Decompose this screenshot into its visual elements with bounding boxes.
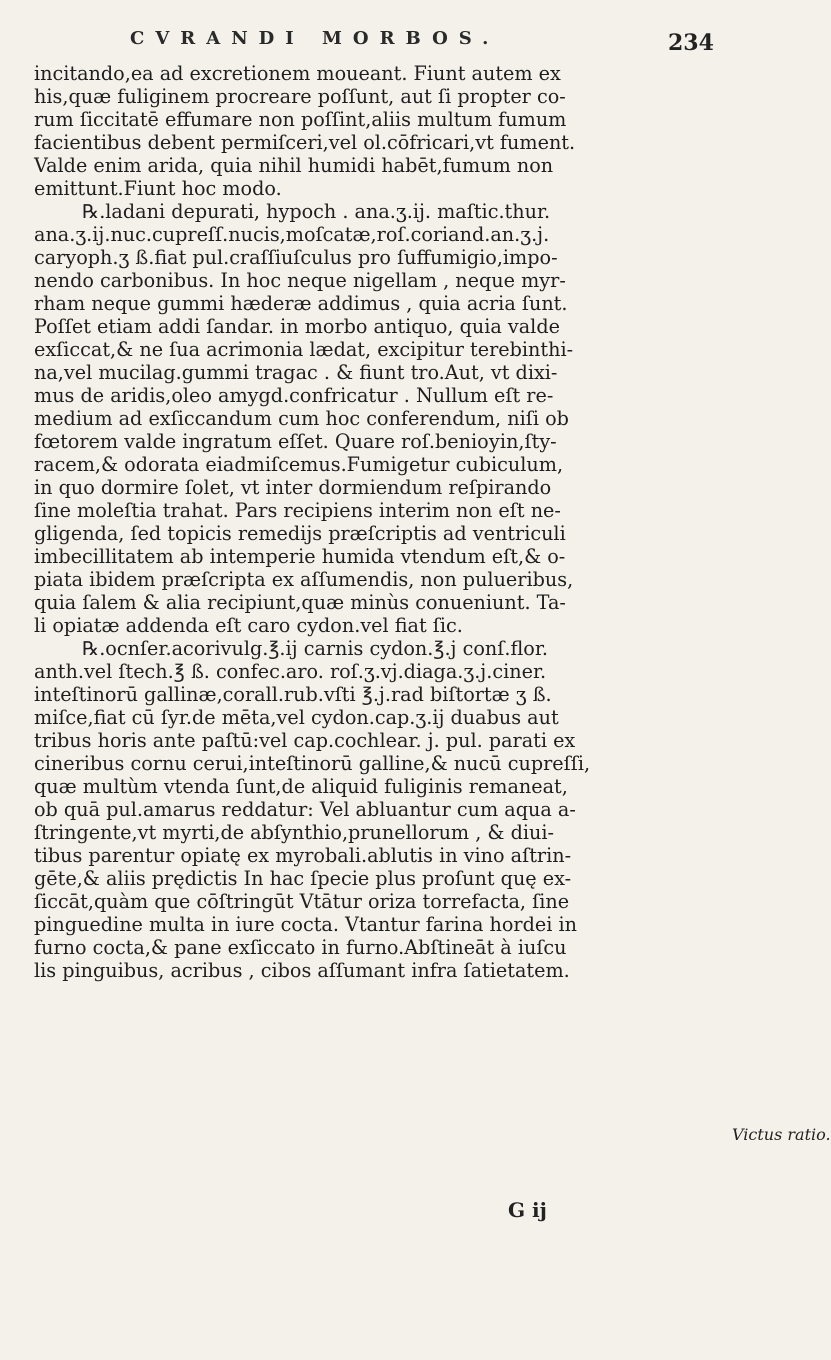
text-line: inteſtinorū gallinæ,corall.rub.vſti ℥.j.rad biſtortæ ʒ ß.	[34, 683, 552, 706]
page-number: 234	[668, 30, 714, 56]
text-line: ſtringente,vt myrti,de abſynthio,prunellorum , & diui-	[34, 821, 555, 844]
body-text	[34, 62, 724, 982]
text-line: facientibus debent permiſceri,vel ol.cōfricari,vt fument.	[34, 131, 576, 154]
text-line: quæ multùm vtenda ſunt,de aliquid fuliginis remaneat,	[34, 775, 568, 798]
recipe-line: ℞.ladani depurati, hypoch . ana.ʒ.ij. maſtic.thur.	[82, 200, 551, 223]
text-line: fœtorem valde ingratum eſſet. Quare roſ.benioуin,ſty-	[34, 430, 557, 453]
text-line: quia ſalem & alia recipiunt,quæ minùs conueniunt. Ta-	[34, 591, 566, 614]
text-line: na,vel mucilag.gummi tragac . & fiunt tro.Aut, vt dixi-	[34, 361, 558, 384]
text-line: ſine moleſtia trahat. Pars recipiens interim non eſt ne-	[34, 499, 561, 522]
running-title: CVRANDI MORBOS.	[130, 28, 500, 49]
page-header	[0, 24, 800, 64]
text-line: caryoph.ʒ ß.fiat pul.craſſiuſculus pro ſuffumigio,impo-	[34, 246, 558, 269]
text-line: ſiccāt,quàm que cōſtringūt Vtātur oriza torrefacta, ſine	[34, 890, 570, 913]
text-line: mus de aridis,oleo amygd.confricatur . Nullum eſt re-	[34, 384, 554, 407]
text-line: furno cocta,& pane exſiccato in furno.Abſtineāt à iuſcu	[34, 936, 567, 959]
recipe-line: ℞.ocnſer.acorivulg.℥.ij carnis cydon.℥.j conſ.flor.	[82, 637, 548, 660]
text-line: emittunt.Fiunt hoc modo.	[34, 177, 282, 200]
text-line: cineribus cornu cerui,inteſtinorū galline,& nucū cupreſſi,	[34, 752, 591, 775]
text-line: gligenda, ſed topicis remedijs præſcriptis ad ventriculi	[34, 522, 566, 545]
text-line: miſce,fiat cū ſyr.de mēta,vel cydon.cap.ʒ.ij duabus aut	[34, 706, 559, 729]
text-line: Poſſet etiam addi ſandar. in morbo antiquo, quia valde	[34, 315, 560, 338]
text-line: in quo dormire ſolet, vt inter dormiendum reſpirando	[34, 476, 552, 499]
text-line: rum ſiccitatē effumare non poſſint,aliis multum fumum	[34, 108, 567, 131]
text-line: lis pinguibus, acribus , cibos aſſumant infra ſatietatem.	[34, 959, 570, 982]
text-line: rham neque gummi hæderæ addimus , quia acria ſunt.	[34, 292, 568, 315]
text-line: tibus parentur opiatę ex myrobali.ablutis in vino aſtrin-	[34, 844, 572, 867]
text-line: li opiatæ addenda eſt caro cydon.vel fiat ſic.	[34, 614, 463, 637]
text-line: tribus horis ante paſtū:vel cap.cochlear. j. pul. parati ex	[34, 729, 576, 752]
text-line: imbecillitatem ab intemperie humida vtendum eſt,& o-	[34, 545, 566, 568]
text-line: medium ad exſiccandum cum hoc conferendum, niſi ob	[34, 407, 569, 430]
text-line: Valde enim arida, quia nihil humidi habēt,fumum non	[34, 154, 554, 177]
text-line: piata ibidem præſcripta ex aſſumendis, non pulueribus,	[34, 568, 574, 591]
text-line: ana.ʒ.ij.nuc.cupreſſ.nucis,moſcatæ,roſ.coriand.an.ʒ.j.	[34, 223, 550, 246]
text-line: nendo carbonibus. In hoc neque nigellam , neque myr-	[34, 269, 566, 292]
text-line: gēte,& aliis prędictis In hac ſpecie plus proſunt quę ex-	[34, 867, 572, 890]
signature-mark: G ij	[508, 1198, 547, 1222]
text-line: exſiccat,& ne ſua acrimonia lædat, excipitur terebinthi-	[34, 338, 574, 361]
margin-note: Victus ratio.	[732, 1125, 831, 1144]
text-line: his,quæ fuliginem procreare poſſunt, aut ſi propter co-	[34, 85, 566, 108]
text-line: incitando,ea ad excretionem moueant. Fiunt autem ex	[34, 62, 561, 85]
text-line: pinguedine multa in iure cocta. Vtantur farina hordei in	[34, 913, 577, 936]
text-line: ob quā pul.amarus reddatur: Vel abluantur cum aqua a-	[34, 798, 576, 821]
text-line: anth.vel ſtech.℥ ß. confec.aro. roſ.ʒ.vj.diaga.ʒ.j.ciner.	[34, 660, 547, 683]
text-line: racem,& odorata eiadmiſcemus.Fumigetur cubiculum,	[34, 453, 564, 476]
